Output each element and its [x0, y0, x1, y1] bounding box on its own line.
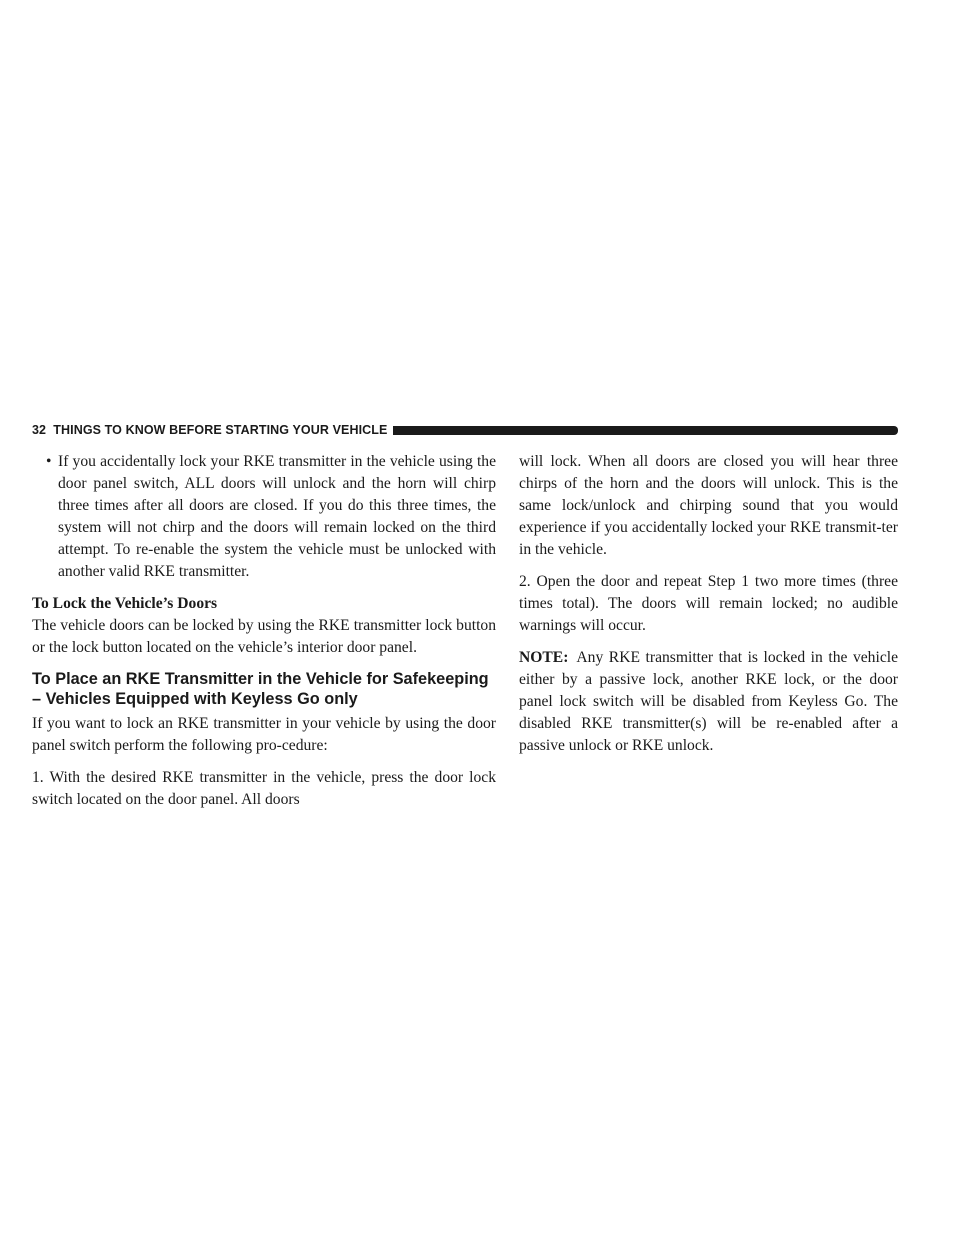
header-rule	[393, 426, 898, 435]
step1-paragraph: 1. With the desired RKE transmitter in the vehicle, press the door lock switch located on the door panel. All doors	[32, 769, 496, 808]
subheading-lock-doors: To Lock the Vehicle’s Doors	[32, 595, 218, 612]
page-header	[32, 420, 898, 440]
note-text: Any RKE transmitter that is locked in the vehicle either by a passive lock, another RKE lock, or the door panel lock switch will be disabled from Keyless Go. The disabled RKE transmitter(s) will be re-enabled after a passive unlock or RKE unlock.	[519, 649, 898, 754]
section-heading-safekeeping: To Place an RKE Transmitter in the Vehicle for Safekeeping – Vehicles Equipped with Keyless Go only	[32, 670, 489, 708]
step1-continued-paragraph: will lock. When all doors are closed you will hear three chirps of the horn and the doors will unlock. This is the same lock/unlock and chirping sound that you would experience if you accidentally locked your RKE transmit-ter in the vehicle.	[519, 453, 898, 558]
left-column	[32, 451, 496, 811]
note-paragraph	[519, 647, 898, 757]
lock-doors-paragraph: The vehicle doors can be locked by using the RKE transmitter lock button or the lock button located on the vehicle’s interior door panel.	[32, 617, 496, 656]
page-number: 32	[32, 423, 47, 437]
page-header-text	[32, 423, 387, 437]
bullet-icon: •	[46, 453, 52, 470]
section-title: THINGS TO KNOW BEFORE STARTING YOUR VEHICLE	[53, 423, 388, 437]
bullet-text: If you accidentally lock your RKE transmitter in the vehicle using the door panel switch, ALL doors will unlock and the horn will chirp three times after all doors are closed. If you do this three times, the system will not chirp and the doors will remain locked on the third attempt. To re-enable the system the vehicle must be unlocked with another valid RKE transmitter.	[58, 453, 496, 580]
step2-paragraph: 2. Open the door and repeat Step 1 two more times (three times total). The doors will remain locked; no audible warnings will occur.	[519, 573, 898, 634]
intro-paragraph: If you want to lock an RKE transmitter in your vehicle by using the door panel switch perform the following pro-cedure:	[32, 715, 496, 754]
note-label: NOTE:	[519, 649, 569, 666]
right-column	[519, 451, 898, 757]
bullet-item	[32, 451, 496, 583]
